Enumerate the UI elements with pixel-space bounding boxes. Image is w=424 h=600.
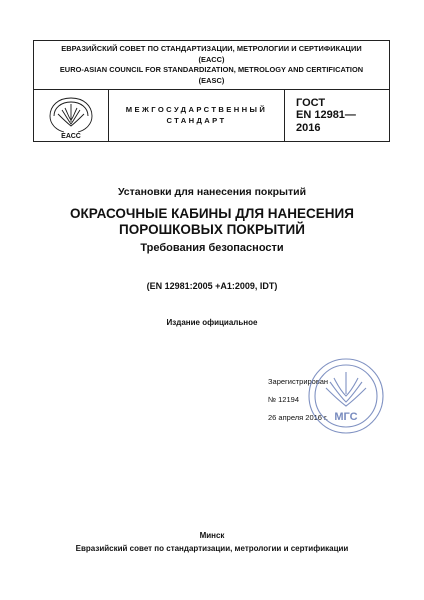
- council-en-abbr: (EASC): [198, 75, 225, 85]
- standard-type-line2: СТАНДАРТ: [166, 115, 227, 125]
- publication-city: Минск: [199, 531, 225, 540]
- standard-type-line1: МЕЖГОСУДАРСТВЕННЫЙ: [125, 105, 268, 114]
- document-subtitle: Установки для нанесения покрытий: [117, 186, 307, 198]
- document-title-line2: ПОРОШКОВЫХ ПОКРЫТИЙ: [119, 222, 305, 237]
- document-reference: (EN 12981:2005 +A1:2009, IDT): [146, 281, 278, 291]
- logo-caption: ЕАСС: [61, 132, 81, 140]
- council-ru-name: ЕВРАЗИЙСКИЙ СОВЕТ ПО СТАНДАРТИЗАЦИИ, МЕТРОЛОГИИ И СЕРТИФИКАЦИИ: [61, 44, 362, 53]
- council-ru-abbr: (ЕАСС): [198, 54, 225, 64]
- council-en-name: EURO-ASIAN COUNCIL FOR STANDARDIZATION, METROLOGY AND CERTIFICATION: [59, 65, 364, 74]
- easc-logo-cell: [34, 90, 109, 141]
- registration-number: № 12194: [268, 395, 299, 404]
- document-title: [0, 206, 424, 238]
- gost-number-cell: [285, 90, 389, 141]
- gost-number: EN 12981—: [296, 109, 356, 122]
- stamp-caption: МГС: [334, 411, 358, 423]
- registration-date: 26 апреля 2016 г.: [268, 413, 328, 422]
- standard-type-cell: [109, 90, 285, 141]
- gost-label: ГОСТ: [296, 96, 326, 109]
- edition-label: Издание официальное: [166, 318, 258, 327]
- mgs-stamp-icon: [306, 356, 386, 436]
- publisher-name: Евразийский совет по стандартизации, метрологии и сертификации: [75, 544, 349, 553]
- registration-label: Зарегистрирован: [268, 377, 329, 386]
- gost-year: 2016: [296, 121, 321, 134]
- standard-info-row: [33, 90, 390, 142]
- document-title-line1: ОКРАСОЧНЫЕ КАБИНЫ ДЛЯ НАНЕСЕНИЯ: [70, 206, 354, 221]
- easc-logo-icon: [42, 92, 100, 140]
- council-header: [33, 40, 390, 90]
- document-requirements: Требования безопасности: [140, 242, 284, 254]
